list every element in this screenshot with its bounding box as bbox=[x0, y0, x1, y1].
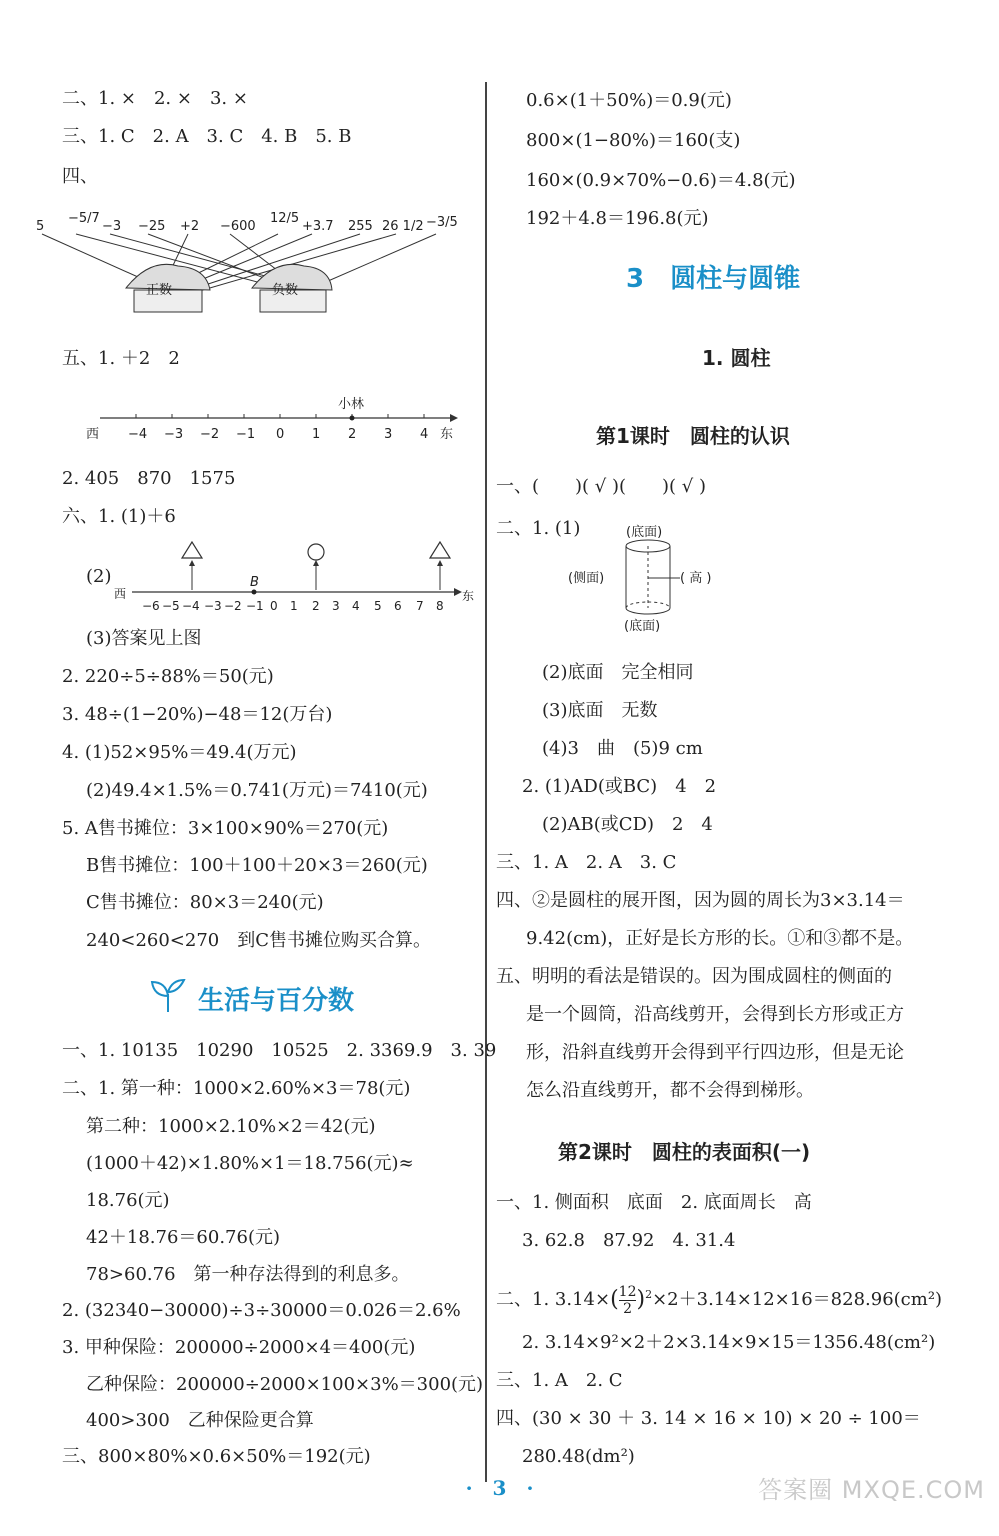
house-label-positive: 正数 bbox=[146, 283, 173, 298]
tick-label: 6 bbox=[394, 599, 402, 612]
east-label: 东 bbox=[462, 589, 475, 603]
fraction bbox=[619, 1284, 637, 1317]
answer-line: 四、 bbox=[62, 166, 98, 187]
tick-label: −2 bbox=[200, 427, 220, 442]
house-positive bbox=[126, 264, 210, 312]
answer-line: B售书摊位：100＋100＋20×3＝260(元) bbox=[86, 855, 428, 876]
answer-line: 800×(1−80%)＝160(支) bbox=[526, 130, 741, 151]
answer-line: 一、( )( √ )( )( √ ) bbox=[496, 476, 707, 497]
answer-line: 5. A售书摊位：3×100×90%＝270(元) bbox=[62, 818, 389, 839]
answer-line: 280.48(dm²) bbox=[522, 1446, 635, 1467]
tick-label: 0 bbox=[276, 427, 285, 442]
answer-line: 3. 62.8 87.92 4. 31.4 bbox=[522, 1230, 736, 1251]
number-label: 5 bbox=[36, 219, 45, 234]
tick-label: −3 bbox=[204, 599, 222, 612]
answer-line: 三、800×80%×0.6×50%＝192(元) bbox=[62, 1446, 371, 1467]
answer-line: 是一个圆筒，沿高线剪开，会得到长方形或正方 bbox=[526, 1004, 904, 1025]
house-negative bbox=[252, 264, 332, 312]
number-label: 26 1/2 bbox=[382, 219, 424, 234]
answer-line: 五、明明的看法是错误的。因为围成圆柱的侧面的 bbox=[496, 966, 892, 987]
tick-label: 8 bbox=[436, 599, 444, 612]
answer-line: 形，沿斜直线剪开会得到平行四边形，但是无论 bbox=[526, 1042, 904, 1063]
tick-label: 2 bbox=[312, 599, 320, 612]
answer-line: 2. (32340−30000)÷3÷30000＝0.026＝2.6% bbox=[62, 1300, 461, 1321]
tick-label: 0 bbox=[270, 599, 278, 612]
number-label: −25 bbox=[138, 219, 166, 234]
west-label: 西 bbox=[86, 427, 100, 442]
answer-line: 一、1. 10135 10290 10525 2. 3369.9 3. 39 bbox=[62, 1040, 497, 1061]
tick-label: −2 bbox=[224, 599, 242, 612]
answer-line: 400>300 乙种保险更合算 bbox=[86, 1410, 314, 1431]
answer-line: 160×(0.9×70%−0.6)＝4.8(元) bbox=[526, 170, 796, 191]
answer-line: 三、1. C 2. A 3. C 4. B 5. B bbox=[62, 126, 352, 147]
number-label: 255 bbox=[348, 219, 373, 234]
tick-label: −1 bbox=[246, 599, 264, 612]
answer-line: (3)答案见上图 bbox=[86, 628, 202, 649]
sprout-icon bbox=[148, 976, 188, 1016]
answer-line: (1000＋42)×1.80%×1＝18.756(元)≈ bbox=[86, 1153, 414, 1174]
answer-line: 二、1. 第一种：1000×2.60%×3＝78(元) bbox=[62, 1078, 411, 1099]
formula-part: ×2＋3.14×12×16＝828.96(cm²) bbox=[652, 1289, 943, 1310]
answer-line: 三、1. A 2. A 3. C bbox=[496, 852, 677, 873]
tick-label: 3 bbox=[332, 599, 340, 612]
formula-part: 二、1. 3.14× bbox=[496, 1289, 611, 1310]
number-label: +2 bbox=[180, 219, 200, 234]
watermark: 答案圈 MXQE.COM bbox=[758, 1476, 985, 1504]
answer-line: 9.42(cm)，正好是长方形的长。①和③都不是。 bbox=[526, 928, 914, 949]
exponent: 2 bbox=[645, 1288, 653, 1301]
number-label: −5/7 bbox=[68, 211, 100, 226]
number-label: +3.7 bbox=[302, 219, 334, 234]
tick-label: 4 bbox=[352, 599, 360, 612]
answer-line: (4)3 曲 (5)9 cm bbox=[542, 738, 703, 759]
answer-line: 2. 220÷5÷88%＝50(元) bbox=[62, 666, 274, 687]
matching-diagram bbox=[30, 208, 470, 318]
tick-label: 2 bbox=[348, 427, 357, 442]
number-line-2 bbox=[110, 540, 480, 612]
lesson-title: 第2课时 圆柱的表面积(一) bbox=[558, 1140, 811, 1164]
answer-line: 3. 48÷(1−20%)−48＝12(万台) bbox=[62, 704, 333, 725]
tick-label: −5 bbox=[162, 599, 180, 612]
answer-line: 二、1. (1) bbox=[496, 518, 581, 539]
answer-line: 2. 3.14×9²×2＋2×3.14×9×15＝1356.48(cm²) bbox=[522, 1332, 936, 1353]
tick-label: −4 bbox=[182, 599, 200, 612]
answer-line: 3. 甲种保险：200000÷2000×4＝400(元) bbox=[62, 1337, 416, 1358]
answer-line: 六、1. (1)＋6 bbox=[62, 506, 176, 527]
lesson-title: 第1课时 圆柱的认识 bbox=[596, 424, 790, 448]
point-b-label: B bbox=[250, 575, 259, 590]
answer-line: 二、1. × 2. × 3. × bbox=[62, 88, 248, 109]
cylinder-height-label: ( 高 ) bbox=[680, 571, 712, 586]
tick-label: 7 bbox=[416, 599, 424, 612]
number-label: −3/5 bbox=[426, 215, 458, 230]
cylinder-top-label: (底面) bbox=[626, 525, 663, 540]
number-line-1 bbox=[80, 392, 470, 444]
unit-title: 1. 圆柱 bbox=[702, 346, 771, 370]
page-number: · 3 · bbox=[465, 1476, 534, 1500]
number-label: 12/5 bbox=[270, 211, 300, 226]
answer-line: 四、②是圆柱的展开图，因为圆的周长为3×3.14＝ bbox=[496, 890, 905, 911]
answer-line: (3)底面 无数 bbox=[542, 700, 658, 721]
answer-line: 四、(30 × 30 ＋ 3. 14 × 16 × 10) × 20 ÷ 100＝ bbox=[496, 1408, 921, 1429]
xiaolin-label: 小林 bbox=[338, 397, 365, 412]
tick-label: −6 bbox=[142, 599, 160, 612]
answer-line: 192＋4.8＝196.8(元) bbox=[526, 208, 709, 229]
answer-line: 怎么沿直线剪开，都不会得到梯形。 bbox=[526, 1080, 814, 1101]
answer-line: (2)49.4×1.5%＝0.741(万元)＝7410(元) bbox=[86, 780, 428, 801]
chapter-title: 3 圆柱与圆锥 bbox=[626, 264, 801, 294]
cylinder-bottom-label: (底面) bbox=[624, 619, 661, 634]
tick-label: 4 bbox=[420, 427, 429, 442]
answer-line: 2. (1)AD(或BC) 4 2 bbox=[522, 776, 717, 797]
answer-line: 18.76(元) bbox=[86, 1190, 170, 1211]
section-title: 生活与百分数 bbox=[198, 986, 355, 1016]
answer-line: C售书摊位：80×3＝240(元) bbox=[86, 892, 324, 913]
cylinder-diagram bbox=[568, 522, 748, 636]
answer-line: 0.6×(1＋50%)＝0.9(元) bbox=[526, 90, 732, 111]
tick-label: 1 bbox=[312, 427, 321, 442]
answer-line: 乙种保险：200000÷2000×100×3%＝300(元) bbox=[86, 1374, 484, 1395]
tick-label: −4 bbox=[128, 427, 148, 442]
tick-label: −3 bbox=[164, 427, 184, 442]
tick-label: 1 bbox=[290, 599, 298, 612]
east-label: 东 bbox=[440, 427, 454, 442]
tick-label: 5 bbox=[374, 599, 382, 612]
answer-line: 240<260<270 到C售书摊位购买合算。 bbox=[86, 930, 432, 951]
answer-line: 2. 405 870 1575 bbox=[62, 468, 236, 489]
answer-line: 一、1. 侧面积 底面 2. 底面周长 高 bbox=[496, 1192, 812, 1213]
cylinder-side-label: (侧面) bbox=[568, 571, 605, 586]
answer-line: 78>60.76 第一种存法得到的利息多。 bbox=[86, 1264, 410, 1285]
formula-line: 二、1. 3.14×( $\frac{12}{2}$ )$^2$×2＋3.14×12×16＝828.96(cm²) bbox=[496, 1283, 943, 1317]
answer-line: (2)AB(或CD) 2 4 bbox=[542, 814, 713, 835]
answer-line: 五、1. ＋2 2 bbox=[62, 348, 180, 369]
fraction-numerator: 12 bbox=[618, 1283, 637, 1300]
number-label: −600 bbox=[220, 219, 256, 234]
answer-line: 42＋18.76＝60.76(元) bbox=[86, 1227, 281, 1248]
answer-line: 三、1. A 2. C bbox=[496, 1370, 623, 1391]
tick-label: −1 bbox=[236, 427, 256, 442]
column-divider bbox=[485, 82, 487, 1482]
fraction-denominator: 2 bbox=[623, 1300, 633, 1317]
answer-line: 第二种：1000×2.10%×2＝42(元) bbox=[86, 1116, 376, 1137]
tick-label: 3 bbox=[384, 427, 393, 442]
west-label: 西 bbox=[114, 587, 127, 601]
number-label: −3 bbox=[102, 219, 122, 234]
house-label-negative: 负数 bbox=[272, 283, 299, 298]
answer-line: (2)底面 完全相同 bbox=[542, 662, 694, 683]
answer-line: (2) bbox=[86, 566, 112, 587]
answer-line: 4. (1)52×95%＝49.4(万元) bbox=[62, 742, 297, 763]
